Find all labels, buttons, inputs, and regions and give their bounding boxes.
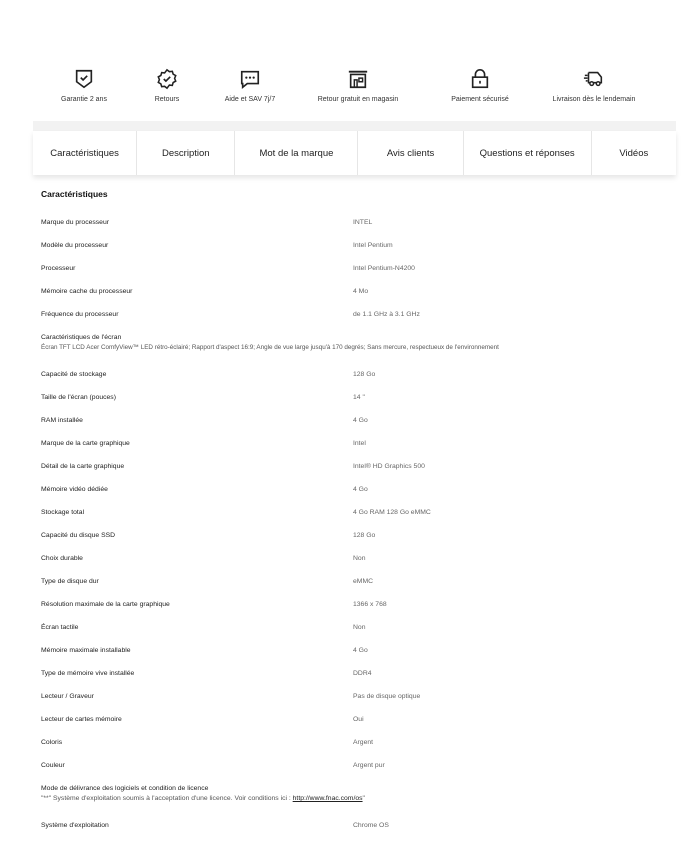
spec-name: Coloris [41, 739, 63, 746]
spec-row-block [41, 334, 671, 351]
service-label: Aide et SAV 7j/7 [224, 96, 276, 103]
spec-value: 4 Go [353, 486, 368, 493]
spec-name: Type de mémoire vive installée [41, 670, 135, 677]
tab-avis-clients[interactable]: Avis clients [358, 131, 463, 175]
service-support[interactable] [190, 68, 310, 103]
license-link[interactable]: http://www.fnac.com/os [292, 795, 363, 802]
spec-name: Type de disque dur [41, 578, 99, 585]
spec-value: 4 Mo [353, 288, 369, 295]
license-text: "**" Système d'exploitation soumis à l'acceptation d'une licence. Voir conditions ici : [41, 795, 293, 802]
spec-name: Choix durable [41, 555, 83, 562]
spec-value: Argent pur [353, 762, 385, 769]
shield-check-icon [73, 68, 95, 90]
spec-value: 4 Go [353, 417, 368, 424]
spec-name: Modèle du processeur [41, 242, 109, 249]
spec-value: 4 Go RAM 128 Go eMMC [353, 509, 431, 516]
spec-description: Écran TFT LCD Acer ComfyView™ LED rétro-éclairé; Rapport d'aspect 16:9; Angle de vue large jusqu'à 170 degrés; Sans mercure, respectueux de l'environnement [41, 344, 499, 351]
spec-value: Non [353, 624, 366, 631]
spec-value: de 1.1 GHz à 3.1 GHz [353, 311, 420, 318]
spec-name: Lecteur de cartes mémoire [41, 716, 122, 723]
spec-name: Processeur [41, 265, 76, 272]
tab-mot-de-la-marque[interactable]: Mot de la marque [235, 131, 358, 175]
spec-value: Intel Pentium-N4200 [353, 265, 415, 272]
spec-description [41, 795, 671, 802]
spec-value: Intel Pentium [353, 242, 393, 249]
spec-name: Mémoire vidéo dédiée [41, 486, 108, 493]
spec-value: Pas de disque optique [353, 693, 421, 700]
service-store-return[interactable] [298, 68, 418, 103]
spec-name: Stockage total [41, 509, 85, 516]
services-strip [22, 68, 672, 108]
spec-value: eMMC [353, 578, 374, 585]
chat-bubble-icon [239, 68, 261, 90]
spec-name: Écran tactile [41, 624, 79, 631]
spec-name: Capacité de stockage [41, 371, 107, 378]
service-secure-payment[interactable] [420, 68, 540, 103]
service-label: Retours [154, 96, 180, 103]
spec-name: Couleur [41, 762, 65, 769]
spec-value: Argent [353, 739, 374, 746]
license-text-end: " [362, 795, 365, 802]
spec-value: 128 Go [353, 371, 376, 378]
spec-name: Caractéristiques de l'écran [41, 334, 122, 341]
spec-value: Non [353, 555, 366, 562]
service-label: Garantie 2 ans [61, 96, 107, 103]
store-icon [347, 68, 369, 90]
spec-name: Lecteur / Graveur [41, 693, 94, 700]
spec-value: 1366 x 768 [353, 601, 387, 608]
spec-name: Taille de l'écran (pouces) [41, 394, 116, 401]
delivery-truck-icon [583, 68, 605, 90]
spec-name: Marque du processeur [41, 219, 110, 226]
service-delivery[interactable] [534, 68, 654, 103]
tabs-top-band [33, 121, 676, 131]
spec-value: INTEL [353, 219, 373, 226]
service-label: Paiement sécurisé [451, 96, 509, 103]
product-tabs [33, 131, 676, 175]
spec-value: Intel® HD Graphics 500 [353, 463, 425, 470]
spec-name: Mode de délivrance des logiciels et condition de licence [41, 785, 209, 792]
tab-caracteristiques[interactable]: Caractéristiques [33, 131, 137, 175]
spec-value: 4 Go [353, 647, 368, 654]
section-title: Caractéristiques [41, 189, 108, 199]
tab-questions-reponses[interactable]: Questions et réponses [464, 131, 592, 175]
service-label: Retour gratuit en magasin [317, 96, 399, 103]
spec-name: Résolution maximale de la carte graphique [41, 601, 170, 608]
padlock-icon [469, 68, 491, 90]
spec-name: Mémoire maximale installable [41, 647, 131, 654]
spec-name: Fréquence du processeur [41, 311, 119, 318]
spec-name: Système d'exploitation [41, 822, 109, 829]
spec-value: Intel [353, 440, 366, 447]
spec-value: 14 " [353, 394, 365, 401]
spec-value: DDR4 [353, 670, 372, 677]
spec-name: Capacité du disque SSD [41, 532, 116, 539]
service-label: Livraison dès le lendemain [552, 96, 636, 103]
badge-check-icon [156, 68, 178, 90]
spec-name: Marque de la carte graphique [41, 440, 130, 447]
spec-row-block [41, 785, 671, 802]
spec-name: RAM installée [41, 417, 83, 424]
tab-description[interactable]: Description [137, 131, 235, 175]
spec-value: 128 Go [353, 532, 376, 539]
spec-value: Chrome OS [353, 822, 389, 829]
spec-value: Oui [353, 716, 364, 723]
spec-name: Mémoire cache du processeur [41, 288, 133, 295]
spec-name: Détail de la carte graphique [41, 463, 125, 470]
tab-videos[interactable]: Vidéos [619, 147, 649, 159]
